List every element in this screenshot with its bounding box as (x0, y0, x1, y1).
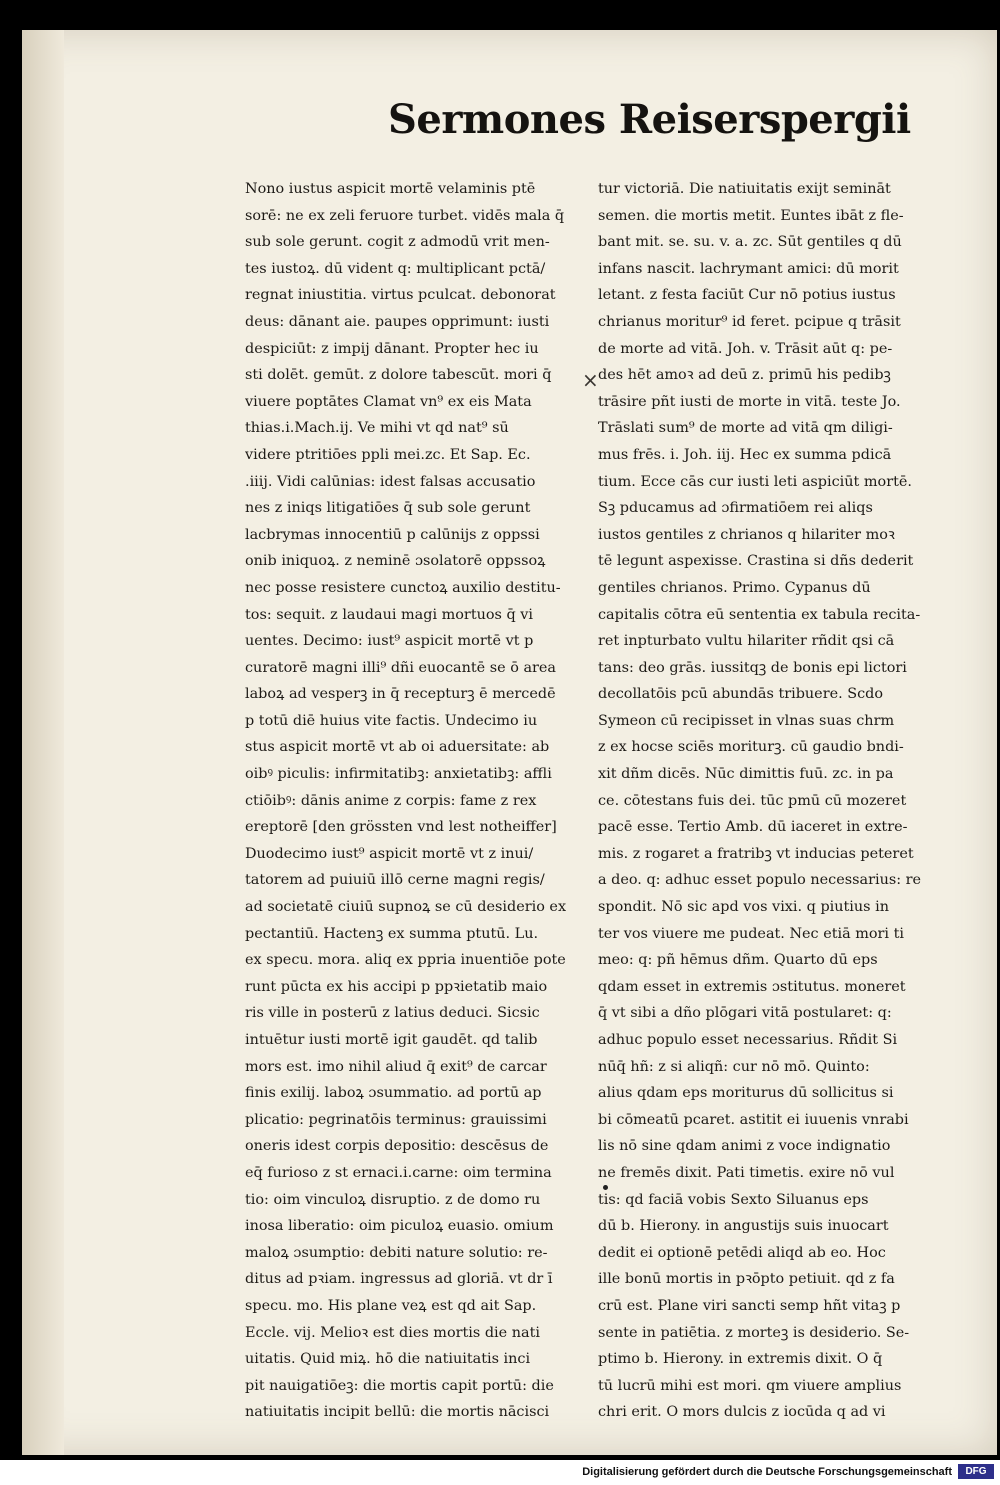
text-line: ter vos viuere me pudeat. Nec etiā mori ti (598, 925, 904, 942)
text-line: sorē: ne ex zeli feruore turbet. vidēs mala q̄ (245, 207, 565, 224)
text-line: ditus ad pꝛiam. ingressus ad gloriā. vt dr ī (245, 1271, 553, 1288)
text-line: lacbrymas innocentiū p calūnijs z oppssi (245, 526, 540, 543)
text-line: runt pūcta ex his accipi p ppꝛietatib maio (245, 978, 548, 995)
text-line: oibꝰ piculis: infirmitatibꝫ: anxietatibꝫ: affli (245, 766, 552, 783)
text-line: uitatis. Quid miꝝ. hō die natiuitatis inci (245, 1351, 531, 1368)
text-line: regnat iniustitia. virtus pculcat. debonorat (245, 287, 556, 304)
text-line: ce. cōtestans fuis dei. tūc pmū cū mozeret (598, 792, 907, 809)
text-line: letant. z festa faciūt Cur nō potius iustus (598, 287, 896, 304)
text-line: tū lucrū mihi est mori. qm viuere amplius (598, 1377, 902, 1394)
text-line: natiuitatis incipit bellū: die mortis nācisci (245, 1404, 550, 1421)
text-line: a deo. q: adhuc esset populo necessarius: re (598, 872, 922, 889)
text-line: iustos gentiles z chrianos q hilariter moꝛ (598, 526, 895, 543)
text-line: chrianus moritur⁹ id feret. pcipue q trāsit (598, 313, 901, 330)
text-line: z ex hocse sciēs moriturꝫ. cū gaudio bndi- (598, 739, 904, 756)
text-line: .iiij. Vidi calūnias: idest falsas accusatio (245, 473, 536, 490)
text-line: nes z iniqs litigatiōes q̄ sub sole gerunt (245, 500, 531, 517)
text-line: alius qdam eps moriturus dū sollicitus si (598, 1085, 894, 1102)
text-line: dedit ei optionē petēdi aliqd ab eo. Hoc (598, 1244, 886, 1261)
text-line: mis. z rogaret a fratribꝫ vt inducias peteret (598, 845, 914, 862)
text-line: intuētur iusti mortē igit gaudēt. qd talib (245, 1032, 538, 1048)
text-line: tium. Ecce cās cur iusti leti aspiciūt mortē. (598, 473, 912, 490)
margin-mark: × (582, 368, 599, 392)
column-end-dot (603, 1185, 608, 1190)
text-line: eq̄ furioso z st ernaci.i.carne: oim termina (245, 1164, 552, 1181)
text-line: xit dñm dicēs. Nūc dimittis fuū. zc. in pa (598, 766, 894, 783)
text-line: crū est. Plane viri sancti semp hñt vitaꝫ p (598, 1297, 901, 1314)
text-line: tes iustoꝝ. dū vident q: multiplicant pctā/ (245, 260, 546, 277)
text-line: despiciūt: z impij dānant. Propter hec iu (245, 340, 539, 357)
text-line: tos: sequit. z laudaui magi mortuos q̄ vi (245, 606, 534, 623)
page-title: Sermones Reiserspergii (388, 96, 911, 143)
text-line: tur victoriā. Die natiuitatis exijt semināt (598, 181, 891, 197)
text-line: sti dolēt. gemūt. z dolore tabescūt. mori q̄ (245, 367, 552, 384)
text-line: maloꝝ ɔsumptio: debiti nature solutio: re- (245, 1244, 548, 1261)
text-line: q̄ vt sibi a dño plōgari vitā postularet: q: (598, 1005, 892, 1022)
text-line: tio: oim vinculoꝝ disruptio. z de domo ru (245, 1191, 541, 1208)
text-line: sub sole gerunt. cogit z admodū vrit men- (245, 234, 550, 251)
text-line: ex specu. mora. aliq ex ppria inuentiōe pote (245, 952, 566, 969)
text-line: capitalis cōtra eū sententia ex tabula recita- (598, 606, 921, 623)
text-line: ret inpturbato vultu hilariter rñdit qsi cā (598, 633, 895, 650)
text-line: spondit. Nō sic apd vos vixi. q piutius in (598, 899, 890, 916)
text-line: pectantiū. Hactenꝫ ex summa ptutū. Lu. (245, 925, 539, 942)
text-line: Duodecimo iust⁹ aspicit mortē vt z inui/ (245, 845, 534, 862)
text-line: Sꝫ pducamus ad ɔfirmatiōem rei aliqs (598, 500, 873, 517)
text-line: ris ville in posterū z latius deduci. Sicsic (245, 1005, 540, 1022)
footer-bar (0, 1460, 1000, 1485)
text-line: trāsire pñt iusti de morte in vitā. teste Jo. (598, 393, 901, 410)
right-text-column (598, 176, 938, 1426)
text-line: sente in patiētia. z morteꝫ is desiderio. Se- (598, 1324, 910, 1341)
text-line: uentes. Decimo: iust⁹ aspicit mortē vt p (245, 633, 534, 650)
text-line: Nono iustus aspicit mortē velaminis ptē (245, 181, 536, 197)
text-line: ctiōibꝰ: dānis anime z corpis: fame z rex (245, 792, 537, 809)
text-line: infans nascit. lachrymant amici: dū morit (598, 260, 899, 277)
dfg-logo-icon: DFG (958, 1464, 994, 1479)
text-line: ptimo b. Hierony. in extremis dixit. O q̄ (598, 1351, 883, 1368)
page-gutter-shadow (22, 30, 64, 1455)
text-line: adhuc populo esset necessarius. Rñdit Si (598, 1032, 898, 1048)
text-line: plicatio: pegrinatōis terminus: grauissimi (245, 1111, 547, 1128)
text-line: semen. die mortis metit. Euntes ibāt z fle- (598, 207, 904, 224)
text-line: thias.i.Mach.ij. Ve mihi vt qd nat⁹ sū (245, 420, 509, 437)
text-line: tatorem ad puiuiū illō cerne magni regis/ (245, 872, 545, 889)
text-line: decollatōis pcū abundās tribuere. Scdo (598, 686, 884, 703)
text-line: ereptorē [den grössten vnd lest notheiffer] (245, 819, 557, 836)
text-line: ne fremēs dixit. Pati timetis. exire nō vul (598, 1164, 895, 1181)
text-line: videre ptritiōes ppli mei.zc. Et Sap. Ec. (245, 446, 531, 463)
text-line: nec posse resistere cunctoꝝ auxilio destitu- (245, 579, 561, 596)
text-line: viuere poptātes Clamat vn⁹ ex eis Mata (245, 393, 532, 410)
text-line: dū b. Hierony. in angustijs suis inuocart (598, 1218, 889, 1235)
text-line: des hēt amoꝛ ad deū z. primū his pedibꝫ (598, 367, 891, 384)
text-line: onib iniquoꝝ. z neminē ɔsolatorē oppssoꝝ (245, 553, 546, 570)
text-line: nūq̄ hñ: z si aliqñ: cur nō mō. Quinto: (598, 1058, 870, 1075)
text-line: deus: dānant aie. paupes opprimunt: iusti (245, 313, 550, 330)
text-line: ille bonū mortis in pꝛōpto petiuit. qd z fa (598, 1271, 895, 1288)
text-line: stus aspicit mortē vt ab oi aduersitate: ab (245, 739, 550, 756)
text-line: specu. mo. His plane veꝝ est qd ait Sap. (245, 1297, 537, 1314)
funding-note: Digitalisierung gefördert durch die Deutsche Forschungsgemeinschaft (582, 1466, 952, 1478)
text-line: ad societatē ciuiū supnoꝝ se cū desiderio ex (245, 899, 567, 916)
text-line: pacē esse. Tertio Amb. dū iaceret in extre- (598, 819, 908, 836)
text-line: tans: deo grās. iussitqꝫ de bonis epi lictori (598, 659, 907, 676)
text-line: tis: qd faciā vobis Sexto Siluanus eps (598, 1191, 869, 1208)
text-line: Symeon cū recipisset in vlnas suas chrm (598, 712, 895, 729)
text-line: chri erit. O mors dulcis z iocūda q ad vi (598, 1404, 886, 1421)
text-line: lis nō sine qdam animi z voce indignatio (598, 1138, 891, 1155)
text-line: oneris idest corpis depositio: descēsus de (245, 1138, 549, 1155)
text-line: Eccle. vij. Melioꝛ est dies mortis die nati (245, 1324, 540, 1341)
text-line: mus frēs. i. Joh. iij. Hec ex summa pdicā (598, 446, 892, 463)
text-line: gentiles chrianos. Primo. Cypanus dū (598, 579, 871, 596)
text-line: mors est. imo nihil aliud q̄ exit⁹ de carcar (245, 1058, 547, 1075)
left-text-column (245, 176, 585, 1426)
text-line: bi cōmeatū pcaret. astitit ei iuuenis vnrabi (598, 1111, 909, 1128)
text-line: finis exilij. laboꝝ ɔsummatio. ad portū ap (245, 1085, 542, 1102)
text-line: pit nauigatiōeꝫ: die mortis capit portū: die (245, 1377, 554, 1394)
text-line: p totū diē huius vite factis. Undecimo iu (245, 712, 538, 729)
text-line: laboꝝ ad vesperꝫ in q̄ recepturꝫ ē mercedē (245, 686, 556, 703)
text-line: qdam esset in extremis ɔstitutus. moneret (598, 978, 906, 995)
text-line: curatorē magni illi⁹ dñi euocantē se ō area (245, 659, 556, 676)
text-line: tē legunt aspexisse. Crastina si dñs dederit (598, 553, 914, 570)
text-line: de morte ad vitā. Joh. v. Trāsit aūt q: pe- (598, 340, 893, 357)
text-line: meo: q: pñ hēmus dñm. Quarto dū eps (598, 952, 878, 969)
text-line: inosa liberatio: oim piculoꝝ euasio. omium (245, 1218, 554, 1235)
text-line: Trāslati sum⁹ de morte ad vitā qm diligi- (598, 420, 893, 437)
text-line: bant mit. se. su. v. a. zc. Sūt gentiles q dū (598, 234, 902, 251)
